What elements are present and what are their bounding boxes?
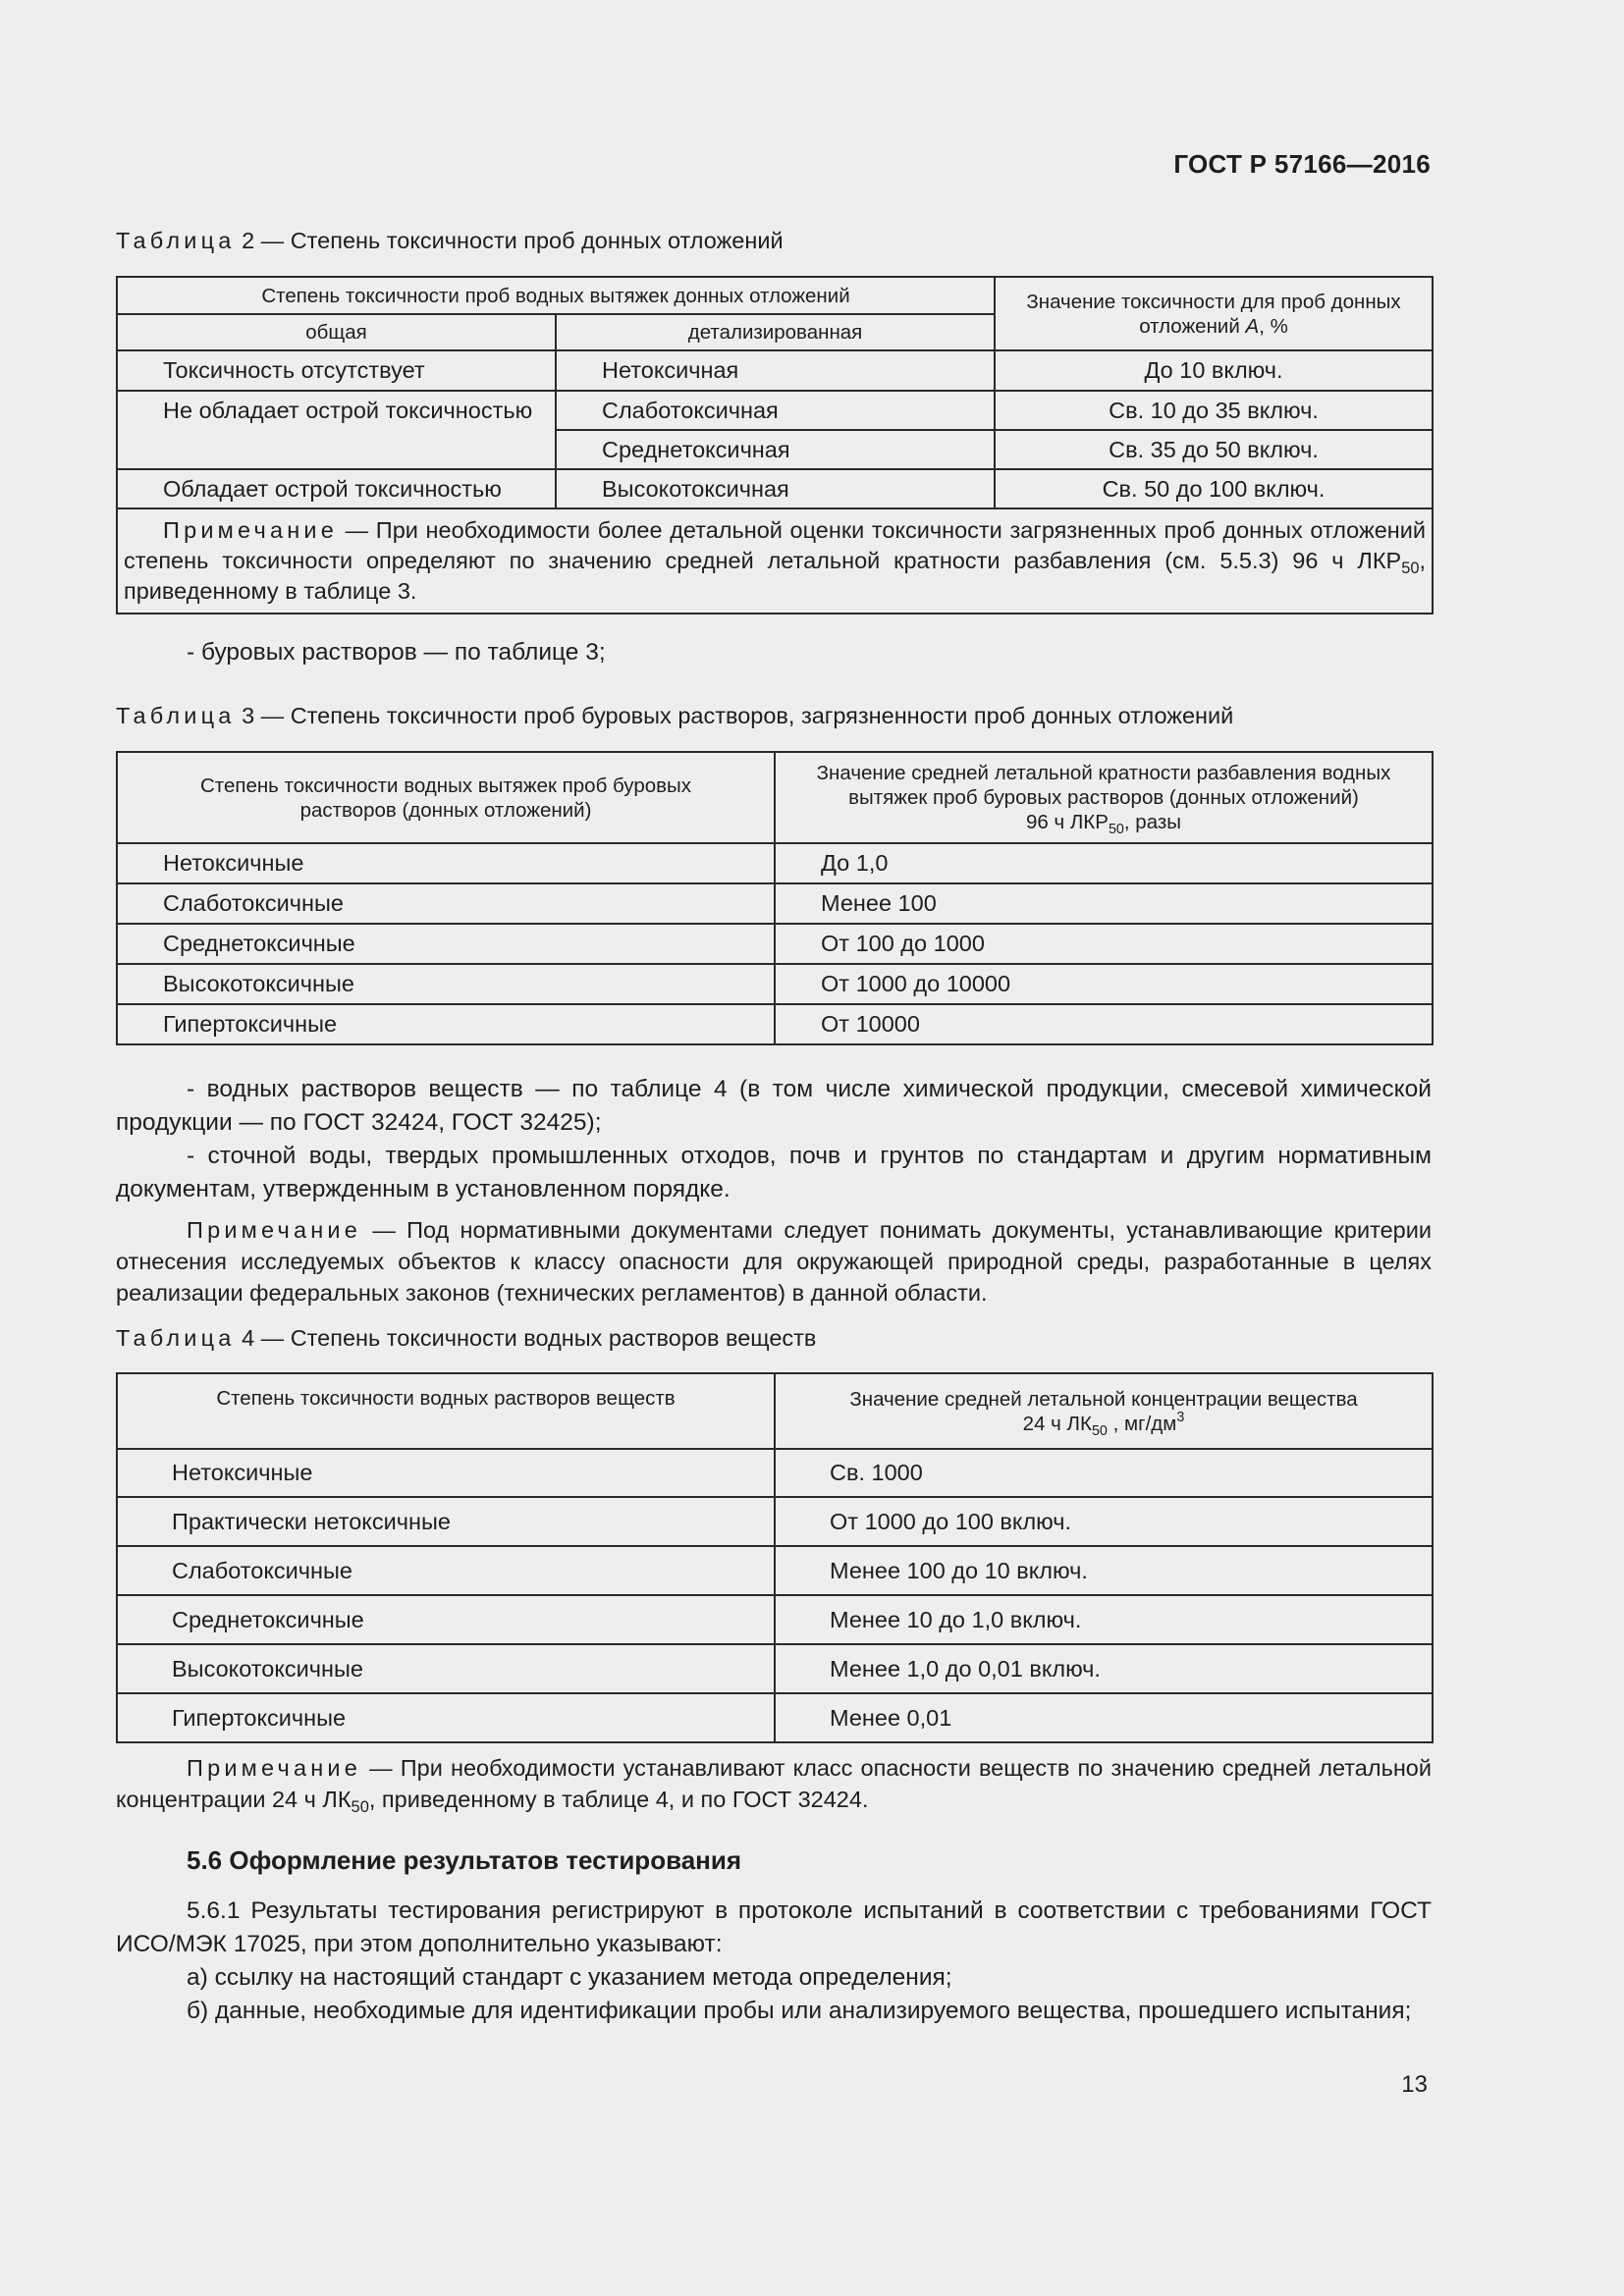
table-cell: Токсичность отсутствует [117, 350, 556, 391]
section-heading: 5.6 Оформление результатов тестирования [187, 1845, 742, 1875]
table-cell: Слаботоксичная [556, 391, 995, 430]
table-cell: Высокотоксичные [117, 1644, 775, 1693]
table4 [116, 1372, 1434, 1743]
table-cell: Менее 10 до 1,0 включ. [775, 1595, 1433, 1644]
table3-value-header-pre: 96 ч ЛКР [1025, 811, 1109, 833]
table-cell: От 1000 до 10000 [775, 964, 1433, 1004]
table2-group-header: Степень токсичности проб водных вытяжек донных отложений [117, 277, 995, 314]
note-normative-label: Примечание [187, 1217, 362, 1243]
table4-degree-header: Степень токсичности водных растворов веществ [117, 1373, 775, 1449]
table4-value-header-line1: Значение средней летальной концентрации вещества [849, 1387, 1358, 1411]
table-cell: Св. 50 до 100 включ. [995, 469, 1433, 508]
table3-value-header-sub: 50 [1108, 822, 1124, 837]
body-list [116, 1073, 1432, 1206]
table-cell: Не обладает острой токсичностью [117, 391, 556, 469]
table-cell: Гипертоксичные [117, 1004, 775, 1044]
note-lk50-sub: 50 [351, 1798, 369, 1816]
section-paragraph: 5.6.1 Результаты тестирования регистрируют в протоколе испытаний в соответствии с требованиями ГОСТ ИСО/МЭК 17025, при этом дополнительно указывают: [116, 1897, 1432, 1957]
table4-caption-text: 4 — Степень токсичности водных растворов веществ [235, 1325, 817, 1351]
table3-value-header-post: , разы [1123, 811, 1182, 833]
table2-caption-prefix: Таблица [116, 228, 236, 253]
table4-value-header-pre: 24 ч ЛК [1022, 1412, 1092, 1435]
note-lk50-tail: , приведенному в таблице 4, и по ГОСТ 32424. [368, 1787, 869, 1812]
note-lk50-label: Примечание [187, 1755, 362, 1781]
list-item-water: - водных растворов веществ — по таблице 4 (в том числе химической продукции, смесевой химической продукции — по ГОСТ 32424, ГОСТ 32425); [116, 1076, 1432, 1136]
table4-value-header-mid: , мг/дм [1107, 1412, 1177, 1435]
table3-caption-prefix: Таблица [116, 703, 236, 728]
note-lk50-text: — При необходимости устанавливают класс опасности веществ по значению средней летальной концентрации 24 ч ЛК [116, 1755, 1432, 1812]
list-item-a: а) ссылку на настоящий стандарт с указанием метода определения; [187, 1964, 952, 1991]
list-item-waste: - сточной воды, твердых промышленных отходов, почв и грунтов по стандартам и другим нормативным документам, утвержденным в установленном порядке. [116, 1143, 1432, 1202]
table-cell: Менее 1,0 до 0,01 включ. [775, 1644, 1433, 1693]
table-cell: Среднетоксичная [556, 430, 995, 469]
table-cell: Св. 10 до 35 включ. [995, 391, 1433, 430]
table2-note-text: — При необходимости более детальной оценки токсичности загрязненных проб донных отложений степень токсичности определяют по значению средней летальной кратности разбавления (см. 5.5.3) 96 ч ЛКР [124, 517, 1427, 573]
table-cell: Слаботоксичные [117, 883, 775, 924]
table-cell: Менее 0,01 [775, 1693, 1433, 1742]
table4-caption-prefix: Таблица [116, 1325, 236, 1351]
table2-note-tail: , приведенному в таблице 3. [124, 548, 1427, 604]
table2-general-header: общая [117, 314, 556, 350]
table2-value-header [995, 277, 1433, 350]
table-cell: Св. 1000 [775, 1449, 1433, 1497]
table2-caption [116, 228, 784, 254]
table-cell: Менее 100 [775, 883, 1433, 924]
table3-value-header [775, 752, 1433, 843]
page-number: 13 [1401, 2071, 1428, 2098]
table-cell: До 10 включ. [995, 350, 1433, 391]
document-code: ГОСТ Р 57166—2016 [1173, 149, 1431, 179]
table-cell: До 1,0 [775, 843, 1433, 883]
table-cell: Среднетоксичные [117, 924, 775, 964]
table2-note [117, 508, 1433, 614]
table4-value-header-sub: 50 [1091, 1422, 1108, 1439]
table-cell: От 1000 до 100 включ. [775, 1497, 1433, 1546]
table3-degree-header: Степень токсичности водных вытяжек проб буровых растворов (донных отложений) [117, 752, 775, 843]
table2-detailed-header: детализированная [556, 314, 995, 350]
list-item-drilling: - буровых растворов — по таблице 3; [187, 639, 606, 666]
note-normative [116, 1214, 1432, 1308]
table2-value-header-pre: Значение токсичности для проб донных отложений [1026, 290, 1401, 338]
table2-value-header-var: A [1245, 314, 1260, 338]
table-cell: Св. 35 до 50 включ. [995, 430, 1433, 469]
table2-note-sub: 50 [1401, 560, 1420, 577]
table3-caption [116, 703, 1233, 729]
table-cell: Обладает острой токсичностью [117, 469, 556, 508]
table2-caption-text: 2 — Степень токсичности проб донных отложений [235, 228, 784, 253]
table-cell: Нетоксичные [117, 843, 775, 883]
table-cell: От 100 до 1000 [775, 924, 1433, 964]
table-cell: Практически нетоксичные [117, 1497, 775, 1546]
table-cell: От 10000 [775, 1004, 1433, 1044]
table2 [116, 276, 1434, 614]
table3-caption-text: 3 — Степень токсичности проб буровых растворов, загрязненности проб донных отложений [235, 703, 1234, 728]
table4-caption [116, 1325, 816, 1352]
table-cell: Менее 100 до 10 включ. [775, 1546, 1433, 1595]
table2-value-header-post: , % [1259, 314, 1288, 338]
table-cell: Высокотоксичные [117, 964, 775, 1004]
table-cell: Слаботоксичные [117, 1546, 775, 1595]
list-item-b: б) данные, необходимые для идентификации пробы или анализируемого вещества, прошедшего испытания; [187, 1998, 1412, 2024]
section-body [116, 1895, 1432, 2028]
table-cell: Нетоксичные [117, 1449, 775, 1497]
table-cell: Гипертоксичные [117, 1693, 775, 1742]
note-lk50 [116, 1752, 1432, 1815]
table4-value-header [775, 1373, 1433, 1449]
table3 [116, 751, 1434, 1045]
table-cell: Среднетоксичные [117, 1595, 775, 1644]
note-normative-text: — Под нормативными документами следует понимать документы, устанавливающие критерии отнесения исследуемых объектов к классу опасности для окружающей природной среды, разработанные в целях реализации федеральных законов (технических регламентов) в данной области. [116, 1217, 1432, 1306]
table2-note-label: Примечание [163, 517, 339, 543]
table-cell: Нетоксичная [556, 350, 995, 391]
table3-value-header-line1: Значение средней летальной кратности разбавления водных вытяжек проб буровых растворов (донных отложений) [816, 762, 1391, 809]
table4-value-header-sup: 3 [1176, 1409, 1185, 1425]
table-cell: Высокотоксичная [556, 469, 995, 508]
